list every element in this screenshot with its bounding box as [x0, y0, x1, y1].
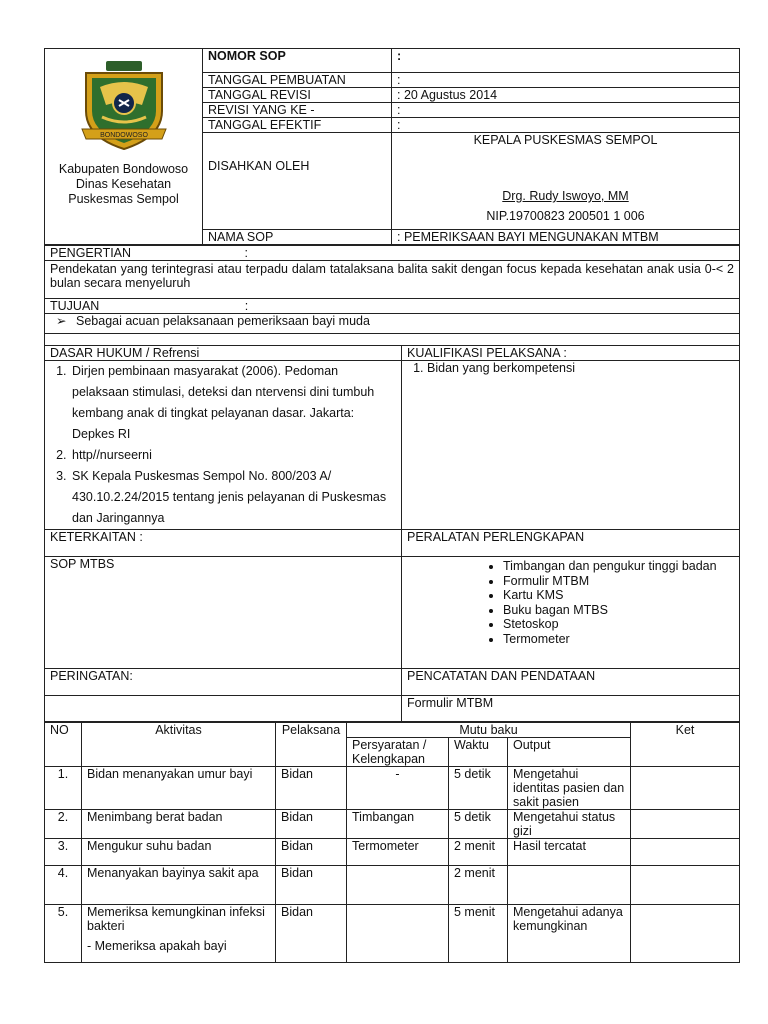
logo-ribbon-text: BONDOWOSO	[99, 132, 148, 139]
col-header-aktivitas: Aktivitas	[82, 723, 276, 767]
bondowoso-emblem-logo	[72, 59, 176, 151]
row-pelaksana: Bidan	[276, 767, 347, 810]
row-ket	[631, 905, 740, 963]
field-label-revisi-ke: REVISI YANG KE -	[203, 103, 392, 118]
col-header-persyaratan: Persyaratan / Kelengkapan	[347, 738, 449, 767]
sop-sections-table	[44, 245, 740, 722]
field-value-revisi-ke: :	[392, 103, 740, 118]
row-no: 3.	[45, 839, 82, 866]
field-value-tanggal-revisi: : 20 Agustus 2014	[392, 88, 740, 103]
pengertian-label: PENGERTIAN	[50, 246, 132, 260]
row-persyaratan: -	[347, 767, 449, 810]
pengertian-header	[45, 246, 740, 261]
row-waktu: 2 menit	[449, 839, 508, 866]
row-output: Hasil tercatat	[508, 839, 631, 866]
row-waktu: 2 menit	[449, 866, 508, 905]
row-persyaratan: Timbangan	[347, 810, 449, 839]
peralatan-label: PERALATAN PERLENGKAPAN	[402, 530, 740, 557]
nama-sop-label: NAMA SOP	[203, 230, 392, 245]
row-persyaratan: Termometer	[347, 839, 449, 866]
row-output: Mengetahui identitas pasien dan sakit pasien	[508, 767, 631, 810]
org-line-department: Dinas Kesehatan	[75, 177, 172, 191]
row-aktivitas: Menanyakan bayinya sakit apa	[82, 866, 276, 905]
col-header-waktu: Waktu	[449, 738, 508, 767]
field-value-nomor-sop: :	[392, 49, 740, 73]
row-ket	[631, 810, 740, 839]
equipment-item: • Termometer	[503, 632, 734, 647]
row-aktivitas: Menimbang berat badan	[82, 810, 276, 839]
peringatan-value	[45, 696, 402, 722]
tujuan-item: ➢ Sebagai acuan pelaksanaan pemeriksaan bayi muda	[76, 314, 734, 328]
row-pelaksana: Bidan	[276, 866, 347, 905]
table-row	[45, 905, 740, 963]
field-label-tanggal-pembuatan: TANGGAL PEMBUATAN	[203, 73, 392, 88]
pencatatan-value: Formulir MTBM	[402, 696, 740, 722]
keterkaitan-value: SOP MTBS	[45, 557, 402, 669]
row-pelaksana: Bidan	[276, 905, 347, 963]
row-waktu: 5 detik	[449, 810, 508, 839]
col-header-output: Output	[508, 738, 631, 767]
keterkaitan-label: KETERKAITAN :	[45, 530, 402, 557]
activity-table	[44, 722, 740, 963]
row-waktu: 5 detik	[449, 767, 508, 810]
equipment-item: • Formulir MTBM	[503, 574, 734, 589]
reference-item: 1. Dirjen pembinaan masyarakat (2006). Pedoman pelaksaan stimulasi, deteksi dan ntervensi dini tumbuh kembang anak di tingkat pelayanan dasar. Jakarta: Depkes RI	[70, 361, 396, 445]
field-value-tanggal-pembuatan: :	[392, 73, 740, 88]
dasar-hukum-content	[45, 361, 402, 530]
equipment-item: • Buku bagan MTBS	[503, 603, 734, 618]
row-aktivitas-cell	[82, 905, 276, 963]
org-line-regency: Kabupaten Bondowoso	[58, 162, 189, 176]
tujuan-colon: :	[244, 299, 249, 313]
sop-document	[44, 48, 739, 963]
row-aktivitas-sub: - Memeriksa apakah bayi	[87, 939, 227, 953]
row-ket	[631, 767, 740, 810]
row-pelaksana: Bidan	[276, 839, 347, 866]
row-aktivitas: Memeriksa kemungkinan infeksi bakteri	[87, 905, 265, 933]
nama-sop-value: : PEMERIKSAAN BAYI MENGUNAKAN MTBM	[392, 230, 740, 245]
row-output: Mengetahui status gizi	[508, 810, 631, 839]
row-pelaksana: Bidan	[276, 810, 347, 839]
pengertian-colon: :	[244, 246, 249, 260]
row-aktivitas: Bidan menanyakan umur bayi	[82, 767, 276, 810]
signature-block	[392, 133, 740, 230]
logo-cell	[45, 49, 203, 245]
field-label-nomor-sop: NOMOR SOP	[203, 49, 392, 73]
table-row	[45, 839, 740, 866]
row-output	[508, 866, 631, 905]
row-no: 2.	[45, 810, 82, 839]
tujuan-header	[45, 299, 740, 314]
row-persyaratan	[347, 905, 449, 963]
tujuan-content	[45, 314, 740, 334]
signer-nip: NIP.19700823 200501 1 006	[486, 209, 645, 223]
col-header-pelaksana: Pelaksana	[276, 723, 347, 767]
row-aktivitas: Mengukur suhu badan	[82, 839, 276, 866]
row-waktu: 5 menit	[449, 905, 508, 963]
field-label-tanggal-efektif: TANGGAL EFEKTIF	[203, 118, 392, 133]
kualifikasi-content	[402, 361, 740, 530]
disahkan-oleh-label: DISAHKAN OLEH	[203, 133, 392, 230]
organization-name	[50, 162, 197, 207]
equipment-item: • Kartu KMS	[503, 588, 734, 603]
spacer-row	[45, 334, 740, 346]
pencatatan-label: PENCATATAN DAN PENDATAAN	[402, 669, 740, 696]
table-row	[45, 767, 740, 810]
field-label-tanggal-revisi: TANGGAL REVISI	[203, 88, 392, 103]
row-no: 1.	[45, 767, 82, 810]
peringatan-label: PERINGATAN:	[45, 669, 402, 696]
row-no: 5.	[45, 905, 82, 963]
row-ket	[631, 839, 740, 866]
kualifikasi-label: KUALIFIKASI PELAKSANA :	[402, 346, 740, 361]
dasar-hukum-label: DASAR HUKUM / Refrensi	[45, 346, 402, 361]
pengertian-text: Pendekatan yang terintegrasi atau terpadu dalam tatalaksana balita sakit dengan focus kepada kesehatan anak usia 0-< 2 bulan secara menyeluruh	[45, 261, 740, 299]
row-persyaratan	[347, 866, 449, 905]
kualifikasi-item: 1. Bidan yang berkompetensi	[427, 361, 734, 375]
sop-header-table	[44, 48, 740, 245]
peralatan-content	[402, 557, 740, 669]
tujuan-label: TUJUAN	[50, 299, 100, 313]
row-ket	[631, 866, 740, 905]
row-no: 4.	[45, 866, 82, 905]
equipment-item: • Timbangan dan pengukur tinggi badan	[503, 559, 734, 574]
org-line-puskesmas: Puskesmas Sempol	[68, 192, 179, 206]
signer-name: Drg. Rudy Iswoyo, MM	[502, 189, 629, 203]
table-row	[45, 866, 740, 905]
table-row	[45, 810, 740, 839]
signer-title: KEPALA PUSKESMAS SEMPOL	[473, 133, 658, 147]
col-header-ket: Ket	[631, 723, 740, 767]
row-output: Mengetahui adanya kemungkinan	[508, 905, 631, 963]
field-value-tanggal-efektif: :	[392, 118, 740, 133]
col-header-mutu-baku: Mutu baku	[347, 723, 631, 738]
equipment-item: • Stetoskop	[503, 617, 734, 632]
reference-item: 2. http//nurseerni	[70, 445, 396, 466]
reference-item: 3. SK Kepala Puskesmas Sempol No. 800/203 A/ 430.10.2.24/2015 tentang jenis pelayanan di Puskesmas dan Jaringannya	[70, 466, 396, 529]
col-header-no: NO	[45, 723, 82, 767]
